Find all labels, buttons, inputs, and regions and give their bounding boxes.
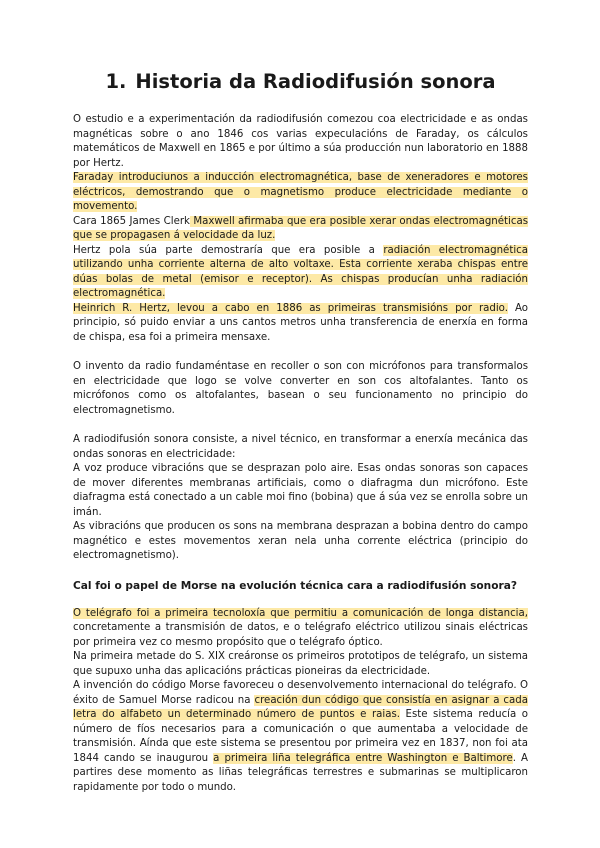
title-text: Historia da Radiodifusión sonora <box>135 70 496 93</box>
paragraph-coil: As vibracións que producen os sons na membrana desprazan a bobina dentro do campo magnético e estes movementos xeran nela unha corrente eléctrica (principio do electromagnetismo). <box>73 521 528 561</box>
paragraph-telegraph: O telégrafo foi a primeira tecnoloxía que permitiu a comunicación de longa distancia, concretamente a transmisión de datos, e o telégrafo eléctrico utilizou sinais eléctricas por primeira vez co mesmo propósito que o telégrafo óptico. <box>73 607 528 648</box>
page-title <box>73 70 528 93</box>
section-technical <box>73 433 528 564</box>
highlight-first-line: a primeira liña telegráfica entre Washington e Baltimore <box>213 752 513 764</box>
paragraph-maxwell: Cara 1865 James Clerk Maxwell afirmaba que era posible xerar ondas electromagnéticas que se propagasen á velocidade da luz. <box>73 215 528 241</box>
paragraph-morse-code: A invención do código Morse favoreceu o desenvolvemento internacional do telégrafo. O éxito de Samuel Morse radicou na creación dun código que consistía en asignar a cada letra do alfabeto un determinado número de puntos e raias. Este sistema reducía o número de fíos necesarios para a comunicación o que aumentaba a velocidade de transmisión. Aínda que este sistema se presentou por primeira vez en 1837, non foi ata 1844 cando se inaugurou a primeira liña telegráfica entre Washington e Baltimore. A partires dese momento as liñas telegráficas terrestres e submarinas se multiplicaron rapidamente por todo o mundo. <box>73 680 528 793</box>
highlight-transmissions: Heinrich R. Hertz, levou a cabo en 1886 as primeiras transmisións por radio. <box>73 302 508 314</box>
paragraph-voice-vibrations: A voz produce vibracións que se desprazan polo aire. Esas ondas sonoras son capaces de mover diferentes membranas artificiais, como o diafragma dun micrófono. Este diafragma está conectado a un cable moi fino (bobina) que á súa vez se enrolla sobre un imán. <box>73 463 528 518</box>
highlight-morse-code: creación dun código que consistía en asignar a cada letra do alfabeto un determinado número de puntos e raias. <box>73 694 528 720</box>
paragraph-faraday <box>73 171 528 215</box>
paragraph-invention: O invento da radio fundaméntase en recoller o son con micrófonos para transformalos en electricidade que logo se volve converter en son cos altofalantes. Tanto os micrófonos como os altofalantes, basean o seu funcionamento no principio do electromagnetismo. <box>73 361 528 416</box>
highlight-hertz: radiación electromagnética utilizando unha corriente alterna de alto voltaxe. Esta corriente xeraba chispas entre dúas bolas de metal (emisor e receptor). As chispas producían unha radiación electromagnética. <box>73 244 528 299</box>
highlight-maxwell: Maxwell afirmaba que era posible xerar ondas electromagnéticas que se propagasen á velocidade da luz. <box>73 215 528 241</box>
section-morse <box>73 607 528 796</box>
highlight-faraday: Faraday introduciunos a inducción electromagnética, base de xeneradores e motores eléctricos, demostrando que o magnetismo produce electricidade mediante o movemento. <box>73 172 528 212</box>
section-invention <box>73 360 528 418</box>
paragraph-prototypes: Na primeira metade do S. XIX creáronse os primeiros prototipos de telégrafo, un sistema que supuxo unha das aplicacións prácticas pioneiras da electricidade. <box>73 651 528 677</box>
title-number: 1. <box>105 70 127 93</box>
section-heading-morse: Cal foi o papel de Morse na evolución técnica cara a radiodifusión sonora? <box>73 579 517 592</box>
highlight-telegraph: O telégrafo foi a primeira tecnoloxía que permitiu a comunicación de longa distancia, <box>73 607 528 619</box>
paragraph-first-transmissions: Heinrich R. Hertz, levou a cabo en 1886 as primeiras transmisións por radio. Ao principio, só puido enviar a uns cantos metros unha transferencia de enerxía en forma de chispa, esa foi a primeira mensaxe. <box>73 302 529 343</box>
paragraph-origins: O estudio e a experimentación da radiodifusión comezou coa electricidade e as ondas magnéticas sobre o ano 1846 cos varias expeculacións de Faraday, os cálculos matemáticos de Maxwell en 1865 e por último a súa producción nun laboratorio en 1888 por Hertz. <box>73 114 528 169</box>
paragraph-definition: A radiodifusión sonora consiste, a nivel técnico, en transformar a enerxía mecánica das ondas sonoras en electricidade: <box>73 434 528 460</box>
paragraph-hertz: Hertz pola súa parte demostraría que era posible a radiación electromagnética utilizando unha corriente alterna de alto voltaxe. Esta corriente xeraba chispas entre dúas bolas de metal (emisor e receptor). As chispas producían unha radiación electromagnética. <box>73 244 528 299</box>
section-history <box>73 113 528 345</box>
document-page <box>73 70 528 810</box>
